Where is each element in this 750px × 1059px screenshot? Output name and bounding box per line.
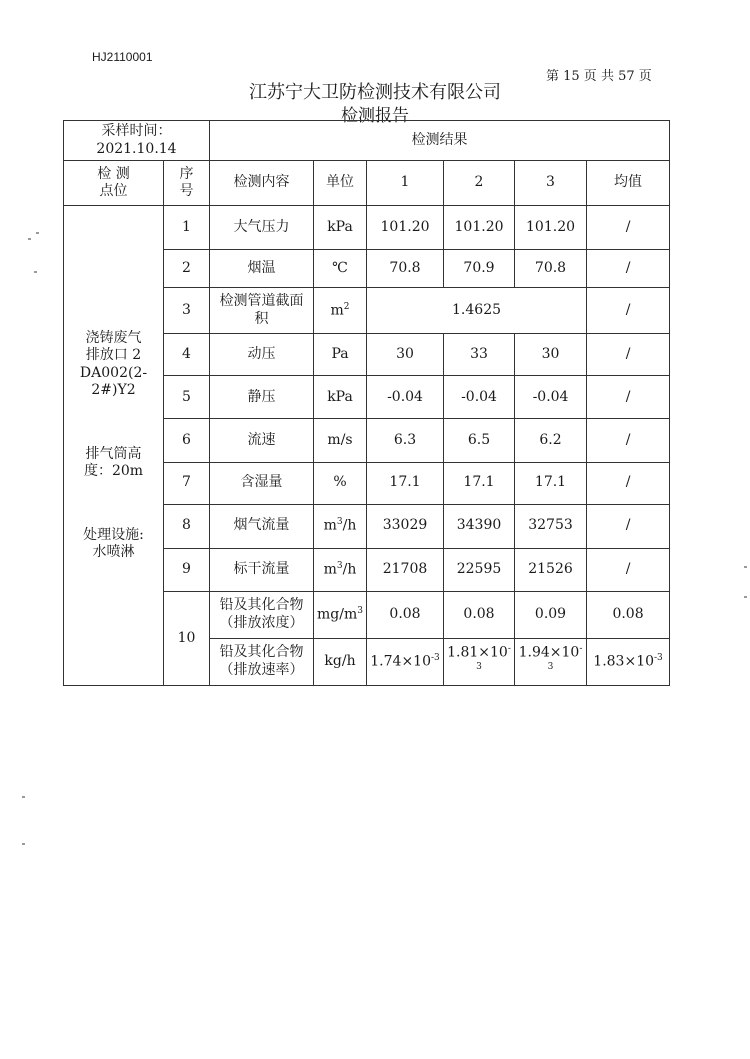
item-cell: 静压 [210,376,314,419]
value-2-cell [444,638,515,685]
avg-cell: / [587,376,670,419]
value-2-cell: 101.20 [444,206,515,250]
value-1-cell: 0.08 [367,591,444,638]
value-3-cell: 32753 [515,504,587,548]
item-cell: 流速 [210,419,314,462]
item-cell: 动压 [210,334,314,376]
avg-cell: / [587,462,670,504]
sampling-time-label: 采样时间： [101,123,172,140]
col-header-seq-line2: 号 [179,183,194,200]
item-cell: 烟气流量 [210,504,314,548]
col-header-unit: 单位 [314,161,367,206]
col-header-point-line2: 点位 [99,183,128,200]
value-1-cell: 21708 [367,548,444,591]
unit-cell: % [314,462,367,504]
value-3-cell: 101.20 [515,206,587,250]
table-header-row [64,121,670,161]
value-3-cell: 17.1 [515,462,587,504]
value-exponent: -3 [476,643,511,672]
seq-cell: 4 [164,334,210,376]
value-base: 1.83×10 [593,653,655,670]
avg-cell: / [587,250,670,288]
seq-cell: 6 [164,419,210,462]
value-2-cell: 34390 [444,504,515,548]
stack-line1: 排气筒高 [85,445,142,462]
seq-cell: 3 [164,288,210,334]
seq-cell: 5 [164,376,210,419]
value-1-cell: 6.3 [367,419,444,462]
item-cell [210,591,314,638]
item-cell [210,638,314,685]
value-1-cell: 30 [367,334,444,376]
unit-cell [314,288,367,334]
column-header-row [64,161,670,206]
item-cell: 烟温 [210,250,314,288]
unit-cell: kPa [314,376,367,419]
avg-cell: / [587,548,670,591]
unit-exponent: 2 [343,301,350,312]
value-3-cell: -0.04 [515,376,587,419]
point-name [66,330,161,400]
value-3-cell [515,638,587,685]
value-1-cell: 17.1 [367,462,444,504]
sampling-time-cell [64,121,210,161]
item-cell: 标干流量 [210,548,314,591]
value-2-cell: 33 [444,334,515,376]
seq-cell: 1 [164,206,210,250]
scan-speck [744,566,747,568]
scan-speck [34,271,37,273]
col-header-item: 检测内容 [210,161,314,206]
col-header-avg: 均值 [587,161,670,206]
value-3-cell: 0.09 [515,591,587,638]
merged-value-cell: 1.4625 [367,288,587,334]
scan-speck [36,232,39,234]
point-line1: 浇铸废气 [85,329,142,346]
avg-cell: / [587,419,670,462]
value-exponent: -3 [547,643,583,672]
unit-base: m [330,302,344,319]
col-header-point [64,161,164,206]
value-1-cell: 33029 [367,504,444,548]
point-line2: 排放口 2 [85,347,142,364]
col-header-3: 3 [515,161,587,206]
page-number: 第 15 页 共 57 页 [546,69,652,84]
seq-cell: 10 [164,591,210,685]
scan-speck [22,843,25,845]
unit-exponent: 3 [336,560,343,571]
item-line2: （排放速率） [219,661,304,678]
value-2-cell: -0.04 [444,376,515,419]
unit-cell [314,591,367,638]
unit-cell: Pa [314,334,367,376]
item-cell: 大气压力 [210,206,314,250]
col-header-2: 2 [444,161,515,206]
col-header-point-line1: 检 测 [97,165,130,182]
avg-cell [587,638,670,685]
avg-cell: / [587,334,670,376]
seq-cell: 7 [164,462,210,504]
scan-speck [28,238,31,240]
value-exponent: -3 [430,652,440,663]
unit-cell: kg/h [314,638,367,685]
value-3-cell: 21526 [515,548,587,591]
seq-cell: 9 [164,548,210,591]
value-2-cell: 0.08 [444,591,515,638]
report-table [63,120,670,686]
value-2-cell: 6.5 [444,419,515,462]
unit-cell: ℃ [314,250,367,288]
item-cell: 含湿量 [210,462,314,504]
value-base: 1.74×10 [370,653,431,670]
unit-cell: kPa [314,206,367,250]
point-line4: 2#)Y2 [91,382,136,399]
value-2-cell: 70.9 [444,250,515,288]
company-name: 江苏宁大卫防检测技术有限公司 [249,82,501,103]
unit-cell [314,504,367,548]
unit-tail: /h [342,561,357,578]
scan-speck [744,596,747,598]
treatment-facility [66,527,161,562]
results-header: 检测结果 [210,121,670,161]
unit-base: m [323,517,337,534]
avg-cell: / [587,206,670,250]
avg-cell: / [587,504,670,548]
unit-tail: /h [342,517,357,534]
value-exponent: -3 [654,652,663,663]
item-cell [210,288,314,334]
value-base: 1.81×10 [447,644,508,661]
value-2-cell: 22595 [444,548,515,591]
avg-cell: 0.08 [587,591,670,638]
value-1-cell: 70.8 [367,250,444,288]
table-row [64,206,670,250]
value-1-cell: -0.04 [367,376,444,419]
stack-height [66,446,161,481]
item-line1: 检测管道截面 [219,293,304,310]
item-line1: 铅及其化合物 [219,597,304,614]
unit-cell [314,548,367,591]
value-2-cell: 17.1 [444,462,515,504]
report-title: 检测报告 [341,106,409,126]
unit-exponent: 3 [336,517,343,528]
document-id: HJ2110001 [92,50,153,64]
monitoring-point-cell [64,206,164,686]
col-header-seq-line1: 序 [179,165,194,182]
avg-cell: / [587,288,670,334]
value-3-cell: 70.8 [515,250,587,288]
stack-line2: 度：20m [83,463,144,480]
col-header-1: 1 [367,161,444,206]
value-1-cell [367,638,444,685]
value-1-cell: 101.20 [367,206,444,250]
point-line3: DA002(2- [79,364,148,381]
facility-line1: 处理设施: [83,526,144,543]
sampling-date: 2021.10.14 [96,140,177,157]
unit-exponent: 3 [357,605,363,616]
col-header-seq [164,161,210,206]
unit-base: m [323,561,337,578]
item-line2: 积 [254,310,269,327]
item-line2: （排放浓度） [219,614,304,631]
scan-speck [22,796,25,798]
facility-line2: 水喷淋 [92,544,135,561]
value-base: 1.94×10 [518,644,580,661]
unit-base: mg/m [317,606,358,623]
value-3-cell: 6.2 [515,419,587,462]
value-3-cell: 30 [515,334,587,376]
seq-cell: 8 [164,504,210,548]
item-line1: 铅及其化合物 [219,644,304,661]
unit-cell: m/s [314,419,367,462]
seq-cell: 2 [164,250,210,288]
